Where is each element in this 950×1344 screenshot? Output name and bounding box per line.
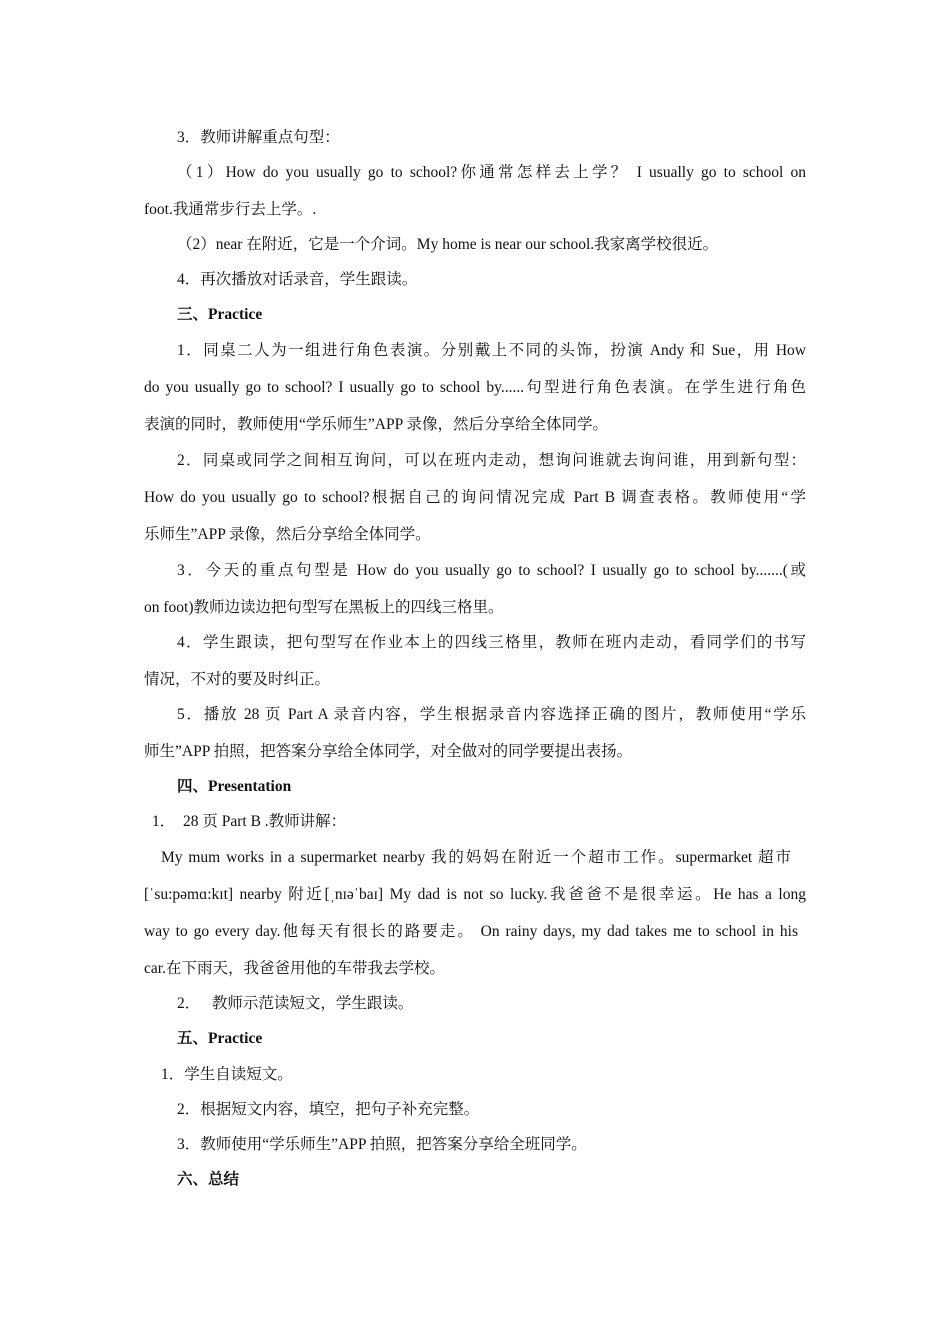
text-line: on foot)教师边读边把句型写在黑板上的四线三格里。	[144, 599, 504, 616]
text-line: do you usually go to school? I usually go to school by......句型进行角色表演。在学生进行角色	[144, 379, 806, 396]
text-line: car.在下雨天，我爸爸用他的车带我去学校。	[144, 960, 445, 977]
text-line: 4．学生跟读，把句型写在作业本上的四线三格里，教师在班内走动，看同学们的书写	[177, 634, 806, 651]
text-line: way to go every day.他每天有很长的路要走。 On rainy days, my dad takes me to school in his	[144, 923, 798, 940]
section-heading: 六、总结	[177, 1171, 240, 1188]
section-heading: 五、Practice	[177, 1030, 263, 1047]
text-line: 情况，不对的要及时纠正。	[144, 671, 331, 688]
text-line: 师生”APP 拍照，把答案分享给全体同学，对全做对的同学要提出表扬。	[144, 743, 633, 760]
text-line: 5．播放 28 页 Part A 录音内容，学生根据录音内容选择正确的图片，教师使用“学乐	[177, 706, 806, 723]
text-line: 1． 28 页 Part B .教师讲解：	[152, 813, 347, 830]
text-line: 2．同桌或同学之间相互询问，可以在班内走动，想询问谁就去询问谁，用到新句型：	[177, 452, 806, 469]
text-line: 3．教师使用“学乐师生”APP 拍照，把答案分享给全班同学。	[177, 1136, 587, 1153]
section-heading: 三、Practice	[177, 306, 263, 323]
text-line: 4．再次播放对话录音，学生跟读。	[177, 271, 418, 288]
text-line: 乐师生”APP 录像，然后分享给全体同学。	[144, 526, 431, 543]
text-line: 1．同桌二人为一组进行角色表演。分别戴上不同的头饰，扮演 Andy 和 Sue，用 How	[177, 342, 806, 359]
text-line: 3．教师讲解重点句型：	[177, 129, 340, 146]
text-line: How do you usually go to school?根据自己的询问情况完成 Part B 调查表格。教师使用“学	[144, 489, 806, 506]
text-line: 表演的同时，教师使用“学乐师生”APP 录像，然后分享给全体同学。	[144, 416, 608, 433]
section-heading: 四、Presentation	[177, 778, 292, 795]
text-line: 2． 教师示范读短文，学生跟读。	[177, 995, 414, 1012]
text-line: 3．今天的重点句型是 How do you usually go to school? I usually go to school by.......(或	[177, 562, 806, 579]
text-line: 2．根据短文内容，填空，把句子补充完整。	[177, 1101, 480, 1118]
text-line: （1）How do you usually go to school?你通常怎样去上学？ I usually go to school on	[177, 164, 806, 181]
text-line: My mum works in a supermarket nearby 我的妈妈在附近一个超市工作。supermarket 超市	[161, 849, 791, 866]
text-line: [ˈsu:pəmɑ:kɪt] nearby 附近[ˌnɪəˈbaɪ] My dad is not so lucky.我爸爸不是很幸运。He has a long	[144, 886, 806, 903]
text-line: foot.我通常步行去上学。.	[144, 201, 317, 218]
text-line: （2）near 在附近，它是一个介词。My home is near our school.我家离学校很近。	[177, 236, 719, 253]
text-line: 1．学生自读短文。	[161, 1066, 293, 1083]
